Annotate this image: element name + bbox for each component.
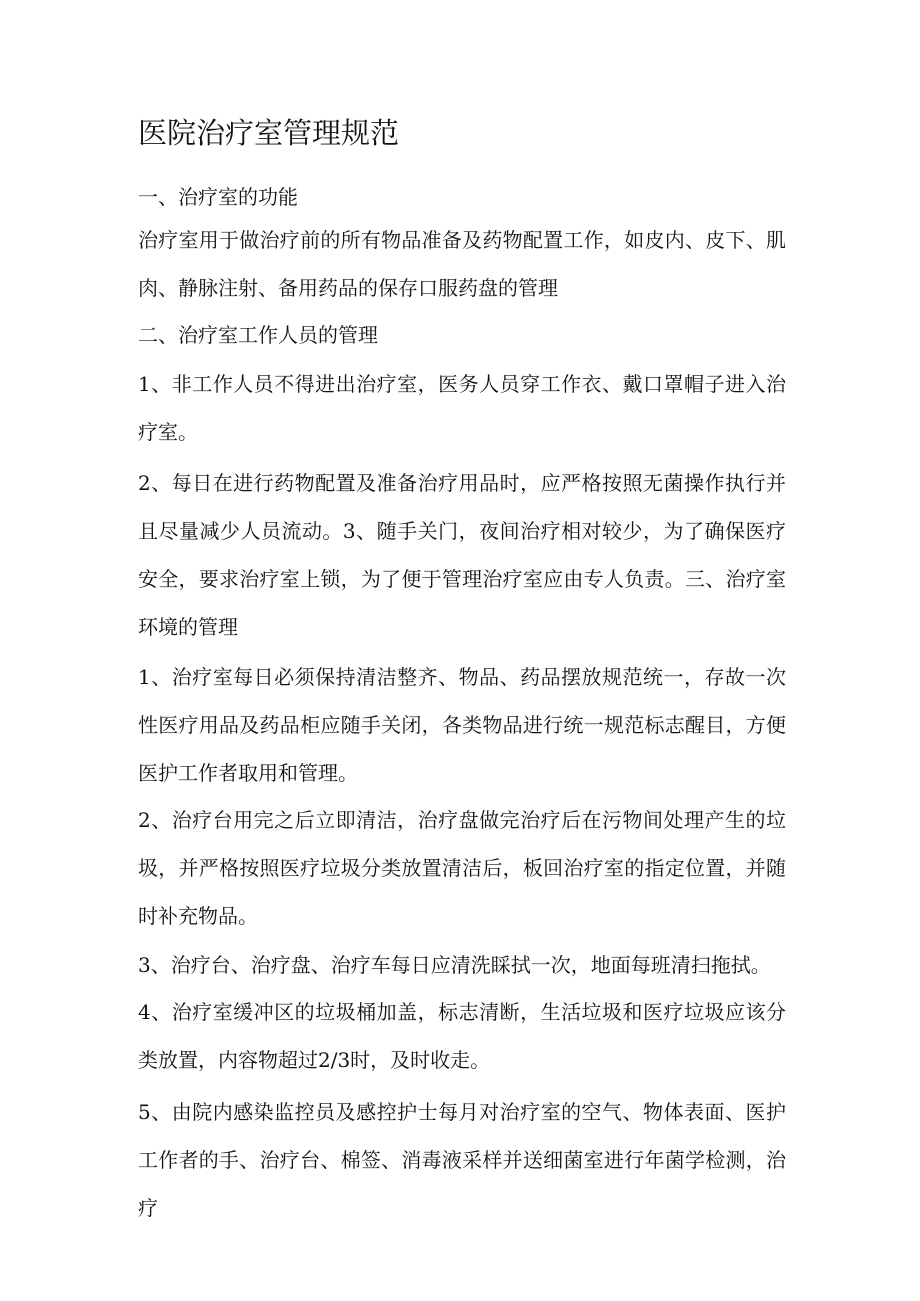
section-heading-2: 二、治疗室工作人员的管理 [138, 323, 378, 347]
section-heading-1: 一、治疗室的功能 [138, 185, 298, 209]
document-title: 医院治疗室管理规范 [138, 116, 400, 150]
paragraph-env-4: 4、治疗室缓冲区的垃圾桶加盖，标志清断，生活垃圾和医疗垃圾应该分类放置，内容物超过2/3时，及时收走。 [138, 1000, 786, 1072]
paragraph-env-3: 3、治疗台、治疗盘、治疗车每日应清洗睬拭一次，地面每班清扫拖拭。 [138, 953, 771, 977]
paragraph-env-5: 5、由院内感染监控员及感控护士每月对治疗室的空气、物体表面、医护工作者的手、治疗台、棉签、消毒液采样并送细菌室进行年菌学检测，治疗 [138, 1100, 786, 1220]
paragraph-function: 治疗室用于做治疗前的所有物品准备及药物配置工作，如皮内、皮下、肌肉、静脉注射、备用药品的保存口服药盘的管理 [138, 228, 786, 300]
paragraph-env-1: 1、治疗室每日必须保持清洁整齐、物品、药品摆放规范统一，存故一次性医疗用品及药品柜应随手关闭，各类物品进行统一规范标志醒目，方便医护工作者取用和管理。 [138, 665, 786, 785]
paragraph-rule-2-3: 2、每日在进行药物配置及准备治疗用品时，应严格按照无菌操作执行并且尽量减少人员流动。3、随手关门，夜间治疗相对较少，为了确保医疗安全，要求治疗室上锁，为了便于管理治疗室应由专人负责。三、治疗室环境的管理 [138, 471, 786, 639]
paragraph-env-2: 2、治疗台用完之后立即清洁，治疗盘做完治疗后在污物间处理产生的垃圾，并严格按照医疗垃圾分类放置清洁后，板回治疗室的指定位置，并随时补充物品。 [138, 808, 786, 928]
paragraph-rule-1: 1、非工作人员不得进出治疗室，医务人员穿工作衣、戴口罩帽子进入治疗室。 [138, 372, 786, 444]
